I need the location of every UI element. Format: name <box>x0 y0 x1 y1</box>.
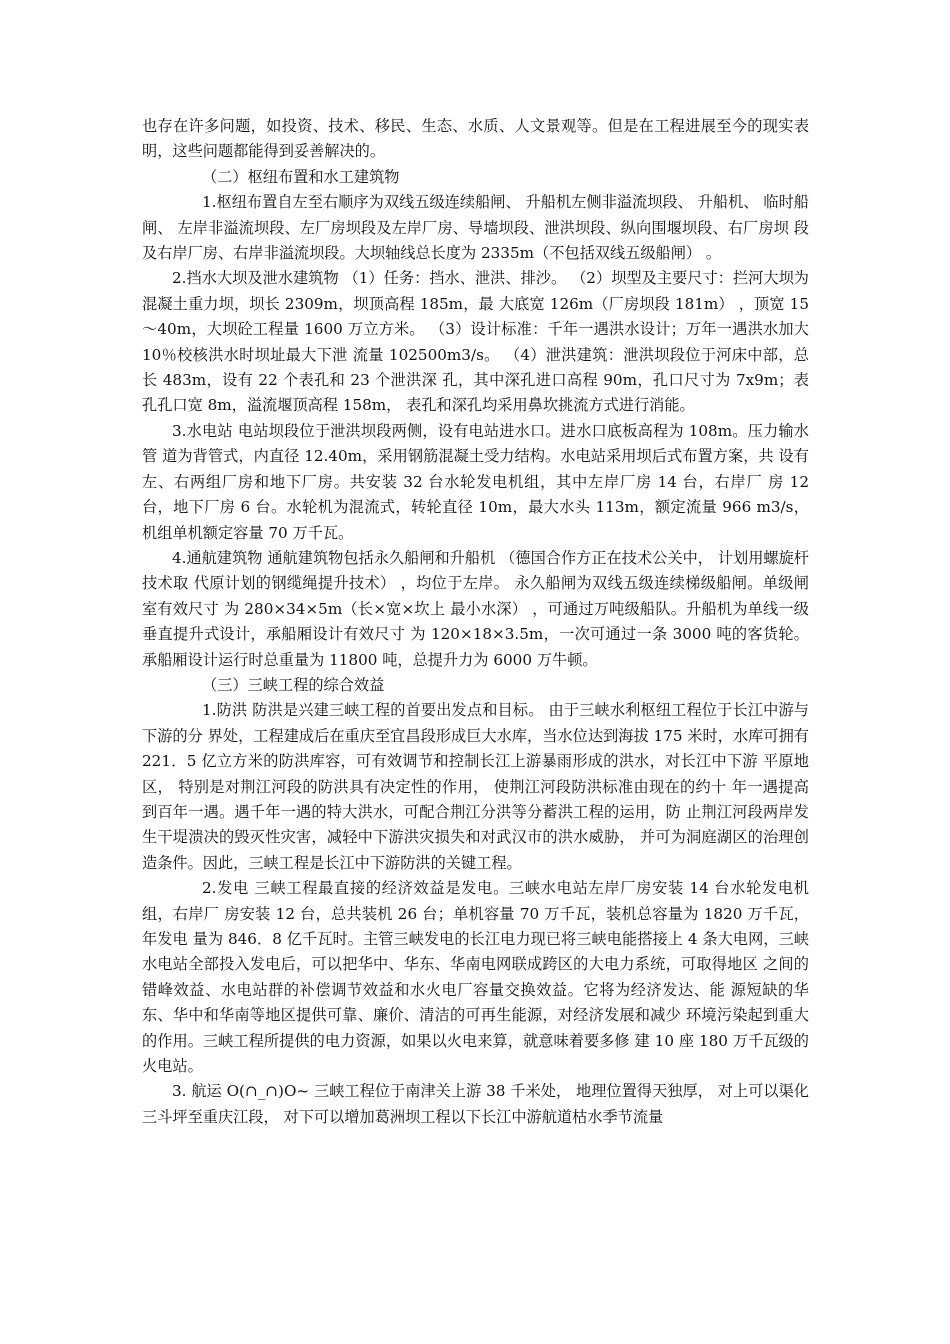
paragraph-dam-spillway: 2.挡水大坝及泄水建筑物 （1）任务：挡水、泄洪、排沙。 （2）坝型及主要尺寸：拦河大坝为混凝土重力坝，坝长 2309m，坝顶高程 185m，最 大底宽 126m（厂房坝段 181m） ，顶宽 15～40m，大坝砼工程量 1600 万立方米。 （3）设计标准：千年一遇洪水设计；万年一遇洪水加大 10％校核洪水时坝址最大下泄 流量 102500m3/s。 （4）泄洪建筑：泄洪坝段位于河床中部，总长 483m，设有 22 个表孔和 23 个泄洪深 孔，其中深孔进口高程 90m，孔口尺寸为 7x9m；表孔孔口宽 8m，溢流堰顶高程 158m， 表孔和深孔均采用鼻坎挑流方式进行消能。 <box>142 269 809 415</box>
paragraph-hub-layout: 1.枢纽布置自左至右顺序为双线五级连续船闸、 升船机左侧非溢流坝段、 升船机、 临时船闸、 左岸非溢流坝段、左厂房坝段及左岸厂房、导墙坝段、泄洪坝段、纵向围堰坝段、右厂房坝 段及右岸厂房、右岸非溢流坝段。大坝轴线总长度为 2335m（不包括双线五级船闸） 。 <box>142 193 809 263</box>
paragraph-power-generation: 2.发电 三峡工程最直接的经济效益是发电。三峡水电站左岸厂房安装 14 台水轮发电机组，右岸厂 房安装 12 台，总共装机 26 台；单机容量 70 万千瓦，装机总容量为 1820 万千瓦，年发电 量为 846．8 亿千瓦时。主管三峡发电的长江电力现已将三峡电能搭接上 4 条大电网，三峡 水电站全部投入发电后，可以把华中、华东、华南电网联成跨区的大电力系统，可取得地区 之间的错峰效益、水电站群的补偿调节效益和水火电厂容量交换效益。它将为经济发达、能 源短缺的华东、华中和华南等地区提供可靠、廉价、清洁的可再生能源，对经济发展和减少 环境污染起到重大的作用。三峡工程所提供的电力资源，如果以火电来算，就意味着要多修 建 10 座 180 万千瓦级的火电站。 <box>142 879 809 1076</box>
document-body <box>142 114 809 1130</box>
paragraph-navigation-structures: 4.通航建筑物 通航建筑物包括永久船闸和升船机 （德国合作方正在技术公关中， 计划用螺旋杆技术取 代原计划的钢缆绳提升技术） ，均位于左岸。 永久船闸为双线五级连续梯级船闸。单级闸室有效尺寸 为 280×34×5m（长×宽×坎上 最小水深） ，可通过万吨级船队。升船机为单线一级垂直提升式设计，承船厢设计有效尺寸 为 120×18×3.5m，一次可通过一条 3000 吨的客货轮。承船厢设计运行时总重量为 11800 吨，总提升力为 6000 万牛顿。 <box>142 548 809 669</box>
section-heading-layout: （二）枢纽布置和水工建筑物 <box>202 167 400 186</box>
paragraph-shipping: 3. 航运 O(∩_∩)O~ 三峡工程位于南津关上游 38 千米处， 地理位置得天独厚， 对上可以渠化三斗坪至重庆江段， 对下可以增加葛洲坝工程以下长江中游航道枯水季节流量 <box>142 1082 809 1126</box>
section-heading-benefits: （三）三峡工程的综合效益 <box>202 675 385 694</box>
paragraph-flood-control: 1.防洪 防洪是兴建三峡工程的首要出发点和目标。 由于三峡水利枢纽工程位于长江中游与下游的分 界处，工程建成后在重庆至宜昌段形成巨大水库，当水位达到海拔 175 米时，水库可拥有 221．5 亿立方米的防洪库容，可有效调节和控制长江上游暴雨形成的洪水，对长江中下游 平原地区， 特别是对荆江河段的防洪具有决定性的作用， 使荆江河段防洪标准由现在的约十 年一遇提高到百年一遇。遇千年一遇的特大洪水，可配合荆江分洪等分蓄洪工程的运用，防 止荆江河段两岸发生干堤溃决的毁灭性灾害，减轻中下游洪灾损失和对武汉市的洪水威胁， 并可为洞庭湖区的治理创造条件。因此，三峡工程是长江中下游防洪的关键工程。 <box>142 701 809 872</box>
paragraph-intro-continuation: 也存在许多问题，如投资、技术、移民、生态、水质、人文景观等。但是在工程进展至今的现实表明，这些问题都能得到妥善解决的。 <box>142 117 809 161</box>
paragraph-hydropower-station: 3.水电站 电站坝段位于泄洪坝段两侧，设有电站进水口。进水口底板高程为 108m。压力输水管 道为背管式，内直径 12.40m，采用钢筋混凝土受力结构。水电站采用坝后式布置方案，共 设有左、右两组厂房和地下厂房。共安装 32 台水轮发电机组，其中左岸厂房 14 台，右岸厂 房 12 台，地下厂房 6 台。水轮机为混流式，转轮直径 10m，最大水头 113m，额定流量 966 m3/s，机组单机额定容量 70 万千瓦。 <box>142 421 809 542</box>
